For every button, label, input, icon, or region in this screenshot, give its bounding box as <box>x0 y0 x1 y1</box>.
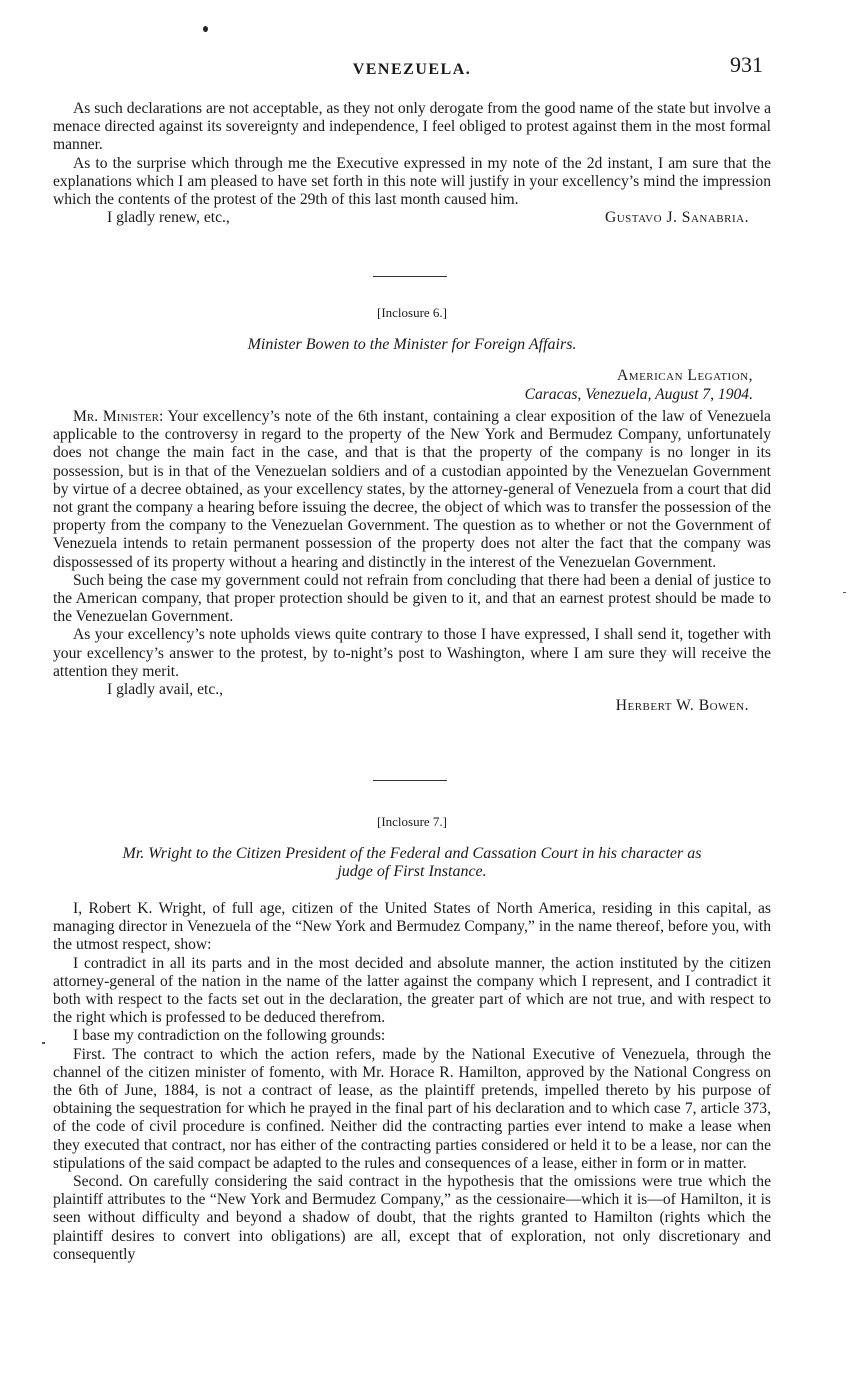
section-previous-note <box>53 100 771 227</box>
paragraph: First. The contract to which the action refers, made by the National Executive of Venezuela, through the channel of the citizen minister of fomento, with Mr. Horace R. Hamilton, approved by the National Congress on the 6th of June, 1884, is not a contract of lease, as the plaintiff pretends, impelled thereto by his purpose of obtaining the sequestration for which he prayed in the final part of his declaration and to which case 7, article 373, of the code of civil procedure is confined. Neither did the contracting parties ever intend to make a lease when they executed that contract, nor has either of the contracting parties considered or held it to be a lease, nor can the stipulations of the said compact be adapted to the rules and consequences of a lease, either in form or in matter. <box>53 1045 771 1172</box>
salutation: Mr. Minister: <box>73 408 164 425</box>
inclosure-label: [Inclosure 6.] <box>376 305 448 320</box>
margin-mark <box>42 1042 45 1044</box>
paragraph: I, Robert K. Wright, of full age, citizen of the United States of North America, residing in this capital, as managing director in Venezuela of the “New York and Bermudez Company,” in the name thereof, before you, with the utmost respect, show: <box>53 900 771 954</box>
paragraph: I contradict in all its parts and in the most decided and absolute manner, the action instituted by the citizen attorney-general of the nation in the name of the latter against the company which I represent, and I contradict it both with respect to the facts set out in the declaration, the greater part of which are not true, and with respect to the right which is professed to be deduced therefrom. <box>53 954 771 1027</box>
signature-line <box>53 681 771 715</box>
running-title: VENEZUELA. <box>352 61 472 78</box>
section-divider <box>373 276 447 277</box>
heading-line: Mr. Wright to the Citizen President of the Federal and Cassation Court in his character as <box>122 845 702 862</box>
address-organization: American Legation, <box>617 367 753 384</box>
paragraph: As your excellency’s note upholds views quite contrary to those I have expressed, I shall send it, together with your excellency’s answer to the protest, by to-night’s post to Washington, where I am sure they will receive the attention they merit. <box>53 626 771 680</box>
closing-text: I gladly avail, etc., <box>107 681 224 699</box>
paragraph: As to the surprise which through me the Executive expressed in my note of the 2d instant, I am sure that the explanations which I am pleased to have set forth in this note will justify in your excellency’s mind the impression which the contents of the protest of the 29th of this last month caused him. <box>53 154 771 209</box>
paragraph <box>53 408 771 572</box>
page-number: 931 <box>730 52 763 77</box>
paragraph-text: Your excellency’s note of the 6th instant, containing a clear exposition of the law of Venezuela applicable to the controversy in regard to the property of the New York and Bermudez Company, unfortunately does not change the main fact in the case, and that is that the property of the company is no longer in its possession, but is in that of the Venezuelan soldiers and of a custodian appointed by the Venezuelan Government by virtue of a decree obtained, as your excellency states, by the attorney-general of Venezuela from a court that did not grant the company a hearing before issuing the decree, the object of which was to transfer the possession of the property from the company to the Venezuelan Government. The question as to whether or not the Government of Venezuela intends to retain permanent possession of the property does not alter the fact that the company was dispossessed of its property without a hearing and distinctly in the interest of the Venezuelan Government. <box>53 408 771 571</box>
address-place-date: Caracas, Venezuela, August 7, 1904. <box>524 386 753 403</box>
closing-text: I gladly renew, etc., <box>107 209 230 227</box>
letter-address <box>525 366 753 404</box>
paragraph: Second. On carefully considering the said contract in the hypothesis that the omissions were true which the plaintiff attributes to the “New York and Bermudez Company,” as the cessionaire—which it is—of Hamilton, it is seen without difficulty and beyond a shadow of doubt, that the rights granted to Hamilton (rights which the plaintiff desires to convert into obligations) are all, except that of exploration, not only discretionary and consequently <box>53 1173 771 1263</box>
heading-line: judge of First Instance. <box>337 863 487 880</box>
letter-body <box>53 408 771 715</box>
paragraph: Such being the case my government could not refrain from concluding that there had been a denial of justice to the American company, that proper protection should be given to it, and that an earnest protest should be made to the Venezuelan Government. <box>53 571 771 626</box>
section-divider <box>373 780 447 781</box>
paragraph: As such declarations are not acceptable, as they not only derogate from the good name of the state but involve a menace directed against its sovereignty and independence, I feel obliged to protest against them in the most formal manner. <box>53 100 771 154</box>
signature-line <box>53 209 771 227</box>
page-header <box>53 52 771 86</box>
signature: Herbert W. Bowen. <box>615 697 749 715</box>
paragraph: I base my contradiction on the following grounds: <box>73 1027 386 1045</box>
letter-heading <box>53 845 771 881</box>
document-page <box>53 0 771 1380</box>
margin-mark <box>843 592 846 593</box>
petition-body <box>53 900 771 1264</box>
inclosure-label: [Inclosure 7.] <box>376 814 448 829</box>
signature: Gustavo J. Sanabria. <box>604 209 749 227</box>
letter-heading: Minister Bowen to the Minister for Foreign Affairs. <box>247 336 577 353</box>
